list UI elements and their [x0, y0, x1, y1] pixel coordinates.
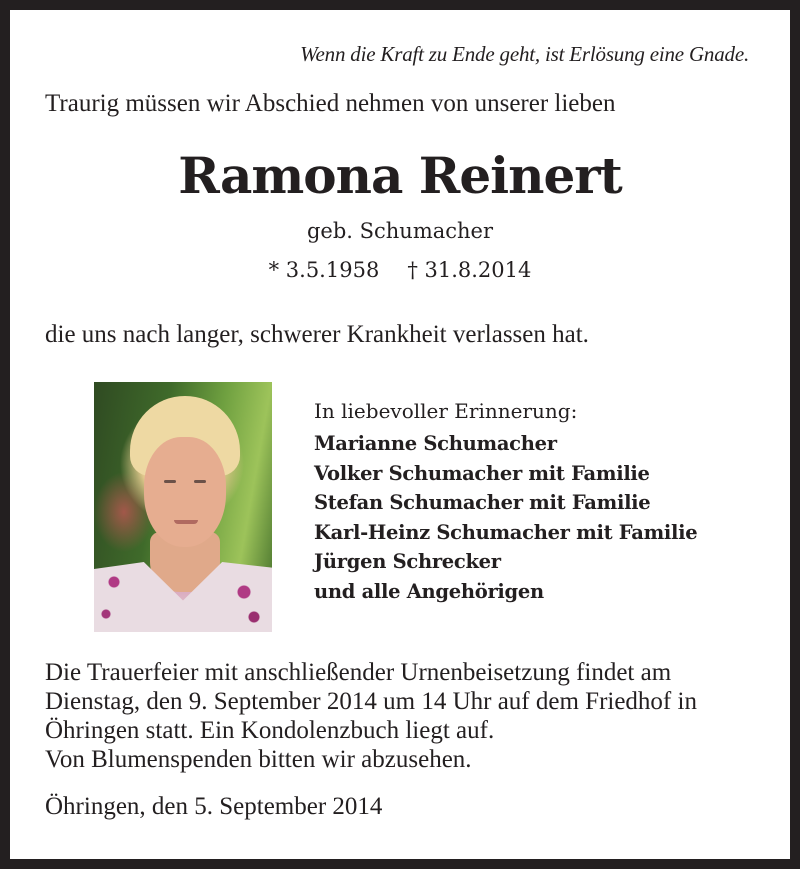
obituary-card: [10, 10, 790, 859]
notice-line: Von Blumenspenden bitten wir abzusehen.: [45, 746, 472, 773]
photo-face-shape: [144, 437, 226, 547]
mourner-item: Jürgen Schrecker: [314, 550, 501, 573]
notice-line: Die Trauerfeier mit anschließender Urnenbeisetzung findet am: [45, 659, 672, 686]
photo-mouth: [174, 520, 198, 524]
closing-line: die uns nach langer, schwerer Krankheit verlassen hat.: [45, 321, 589, 348]
mourner-item: Marianne Schumacher: [314, 432, 557, 455]
photo-eye-left: [164, 480, 176, 483]
mourners-list: [314, 429, 697, 606]
place-date: Öhringen, den 5. September 2014: [45, 793, 383, 820]
mourner-item: und alle Angehörigen: [314, 579, 544, 603]
motto-quote: Wenn die Kraft zu Ende geht, ist Erlösung eine Gnade.: [300, 42, 749, 66]
maiden-name: geb. Schumacher: [306, 219, 494, 243]
birth-date: * 3.5.1958: [268, 258, 380, 282]
notice-line: Öhringen statt. Ein Kondolenzbuch liegt auf.: [45, 717, 495, 744]
memory-label: In liebevoller Erinnerung:: [314, 399, 578, 423]
mourner-item: Volker Schumacher mit Familie: [314, 461, 650, 485]
notice-line: Dienstag, den 9. September 2014 um 14 Uhr auf dem Friedhof in: [45, 688, 697, 715]
death-date: † 31.8.2014: [407, 258, 532, 282]
deceased-name: Ramona Reinert: [178, 146, 622, 205]
photo-eye-right: [194, 480, 206, 483]
funeral-notice: [45, 658, 785, 774]
portrait-photo: [94, 382, 272, 632]
mourner-item: Karl-Heinz Schumacher mit Familie: [314, 520, 698, 544]
life-dates: [10, 258, 790, 282]
intro-text: Traurig müssen wir Abschied nehmen von unserer lieben: [45, 90, 616, 117]
mourner-item: Stefan Schumacher mit Familie: [314, 491, 651, 514]
